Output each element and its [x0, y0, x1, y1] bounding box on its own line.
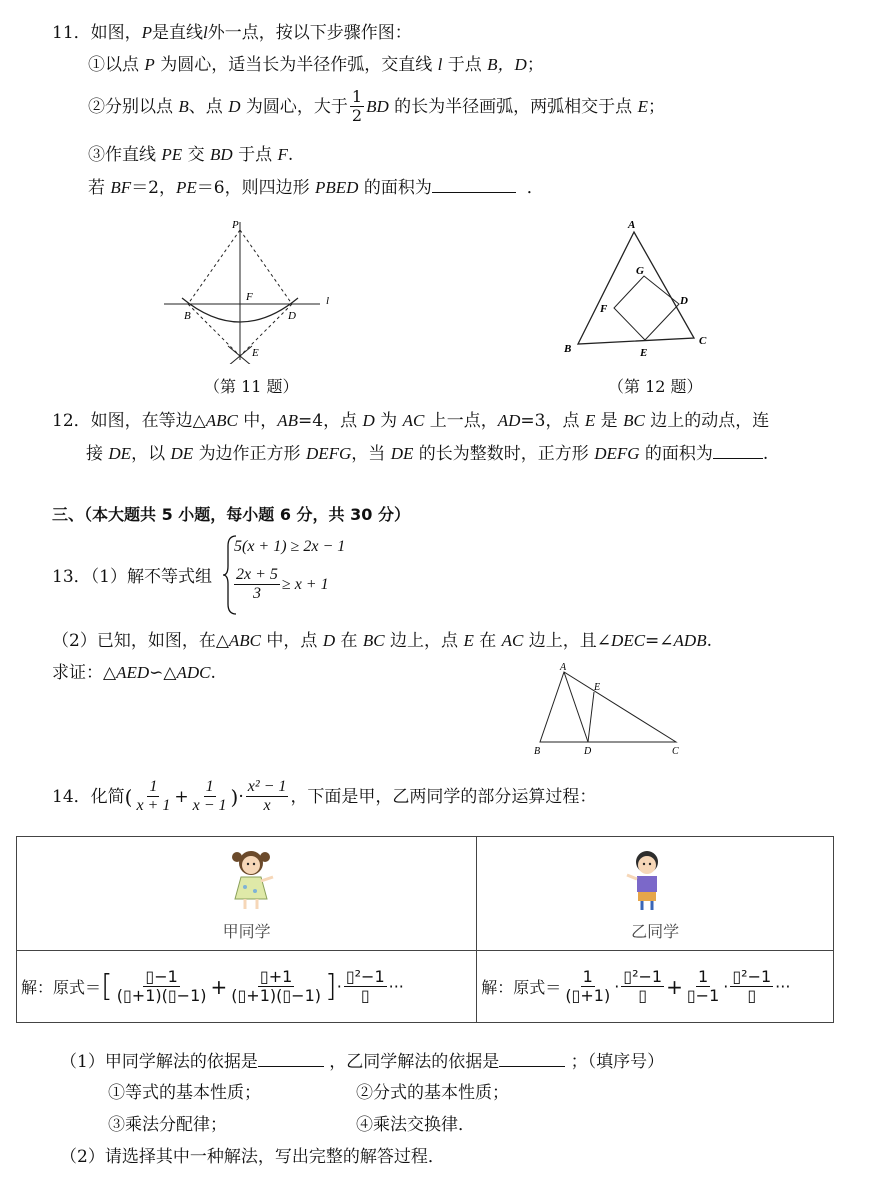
- q11-text: 若: [88, 178, 105, 198]
- q11-text: ；: [526, 55, 544, 75]
- q12-text: 中，: [243, 411, 278, 431]
- q14-sub2: （2）请选择其中一种解法，写出完整的解答过程．: [60, 1147, 445, 1167]
- yi-basis-blank[interactable]: [499, 1050, 565, 1067]
- q13-var: AED: [116, 663, 150, 682]
- fraction-denominator: ▯: [638, 986, 648, 1005]
- jia-fraction-2: [229, 968, 323, 1005]
- q12-caption: （第 12 题）: [608, 377, 703, 396]
- segment-de: [240, 304, 292, 356]
- plus-sign: +: [210, 974, 228, 999]
- q11-text: 如图，: [90, 23, 142, 43]
- times-dot: ·: [614, 977, 620, 996]
- q11-var: BD: [366, 96, 389, 116]
- q12-text: 上一点，: [429, 411, 498, 431]
- label-d: D: [680, 295, 688, 307]
- q11-half-fraction: [350, 88, 364, 125]
- q14-fraction-3: [246, 778, 289, 815]
- q11-var: P: [144, 55, 155, 74]
- q13-number: 13．: [52, 567, 91, 587]
- ellipsis: ···: [775, 977, 791, 996]
- label-e: E: [594, 682, 601, 693]
- q13-text: .: [210, 663, 216, 683]
- segment-ad: [564, 672, 588, 742]
- bracket-close: ]: [325, 969, 337, 1004]
- q13-figure: [526, 660, 686, 760]
- fraction-denominator: ▯: [747, 986, 757, 1005]
- fraction-denominator: (▯+1)(▯−1): [116, 986, 207, 1005]
- fraction-denominator: ▯−1: [686, 986, 720, 1005]
- q11-var: l: [437, 55, 443, 74]
- q14-text: ，下面是甲，乙两同学的部分运算过程：: [290, 786, 597, 807]
- q12-var: ABC: [205, 411, 238, 430]
- q14-text: ，乙同学解法的依据是: [329, 1052, 500, 1072]
- paren-open: (: [124, 784, 133, 809]
- q11-var: l: [203, 23, 208, 42]
- label-d: D: [288, 310, 296, 322]
- fraction-numerator: ▯²−1: [345, 967, 385, 986]
- q14-text: 化简: [90, 786, 125, 807]
- q11-text: ＝2，: [131, 178, 177, 198]
- jia-header-cell: [17, 837, 477, 951]
- q12-text: =4，点: [298, 411, 358, 431]
- fraction-denominator: ▯: [360, 986, 370, 1005]
- label-f: F: [246, 291, 253, 303]
- q11-var: D: [228, 96, 241, 116]
- q12-var: BC: [623, 411, 645, 430]
- q13-part1: [52, 566, 212, 588]
- q11-text: ①以点: [88, 55, 139, 75]
- label-d: D: [584, 746, 592, 757]
- q12-line1: [52, 410, 769, 432]
- q11-text: .: [287, 145, 294, 165]
- q12-text: 的长为整数时，正方形: [418, 444, 589, 464]
- girl-avatar: [229, 847, 275, 913]
- q13-text: 中，点: [266, 631, 318, 651]
- fraction-numerator: 1: [149, 778, 158, 795]
- q12-text: 为边作正方形: [198, 444, 301, 464]
- q11-text: 是直线: [152, 23, 204, 43]
- q11-text: 为圆心，大于: [245, 96, 348, 117]
- fraction-numerator: ▯−1: [145, 967, 178, 986]
- q12-var: AB: [277, 411, 299, 430]
- q12-text: 是: [600, 411, 618, 431]
- q12-var: DE: [170, 444, 194, 463]
- label-e: E: [640, 347, 648, 359]
- jia-fraction-1: [115, 968, 209, 1005]
- q13-text: （2）已知，如图，在△: [52, 631, 229, 651]
- segment-be: [188, 304, 240, 356]
- q14-fraction-1: [134, 778, 172, 815]
- q12-text: ，以: [131, 444, 166, 464]
- q11-step2: [88, 88, 665, 125]
- q14-text: （1）甲同学解法的依据是: [60, 1052, 258, 1072]
- yi-caption: 乙同学: [631, 922, 680, 941]
- fraction-numerator: ▯²−1: [623, 967, 663, 986]
- q12-text: 为: [380, 411, 398, 431]
- yi-fraction-3: [685, 968, 721, 1005]
- inequality-2: [232, 566, 329, 603]
- q13-text: ∽△: [149, 663, 177, 683]
- fraction-denominator: x: [263, 797, 271, 814]
- ineq2-fraction: [234, 566, 280, 603]
- q11-text: 外一点，按以下步骤作图：: [207, 23, 412, 43]
- q11-var: PE: [176, 178, 197, 197]
- label-p: P: [232, 219, 239, 231]
- jia-caption: 甲同学: [222, 922, 271, 941]
- label-e: E: [252, 347, 259, 359]
- q13-var: ABC: [228, 631, 261, 650]
- inequality-1: 5(x + 1) ≥ 2x − 1: [234, 538, 346, 555]
- q11-var: P: [141, 23, 153, 42]
- q11-text: 于点: [447, 55, 482, 75]
- fraction-numerator: ▯+1: [259, 967, 293, 986]
- option-2: ②分式的基本性质；: [356, 1083, 509, 1103]
- q11-caption: （第 11 题）: [204, 377, 299, 396]
- q12-text: =3，点: [520, 411, 580, 431]
- q11-condition: [88, 176, 544, 199]
- q11-text: 、点: [188, 96, 223, 117]
- times-dot: ·: [723, 977, 729, 996]
- q11-text: 交: [187, 145, 205, 165]
- q14-text: ；（填序号）: [570, 1052, 665, 1072]
- q11-number: 11．: [52, 23, 91, 43]
- q13-text: 求证：△: [52, 663, 117, 683]
- yi-solution: [477, 968, 833, 1005]
- fraction-numerator: 1: [351, 87, 363, 106]
- q13-var: DEC: [611, 631, 646, 650]
- fraction-numerator: 1: [697, 967, 709, 986]
- q13-var: E: [463, 631, 474, 650]
- q11-line1: [52, 22, 412, 44]
- yi-header-cell: [477, 837, 834, 951]
- q14-fraction-2: [191, 778, 229, 815]
- fraction-numerator: ▯²−1: [732, 967, 772, 986]
- q13-var: ADC: [176, 663, 211, 682]
- jia-basis-blank[interactable]: [258, 1050, 324, 1067]
- fraction-numerator: 1: [205, 778, 214, 795]
- q13-text: .: [706, 631, 712, 651]
- q12-var: AC: [402, 411, 425, 430]
- q11-text: ②分别以点: [88, 96, 173, 117]
- q13-prove: [52, 662, 216, 684]
- yi-fraction-1: [563, 968, 612, 1005]
- plus-sign: +: [174, 786, 189, 807]
- solutions-table: [16, 836, 834, 1023]
- fraction-denominator: (▯+1): [565, 986, 611, 1005]
- yi-fraction-4: [730, 968, 773, 1005]
- q12-text: .: [762, 444, 769, 464]
- solution-prefix: 解：原式＝: [21, 978, 102, 997]
- solution-prefix: 解：原式＝: [481, 978, 562, 997]
- label-b: B: [534, 746, 541, 757]
- q12-text: 边上的动点，连: [650, 411, 770, 431]
- q13-text: 边上，且∠: [528, 631, 612, 651]
- q11-var: F: [277, 145, 288, 164]
- segment-pb: [188, 230, 240, 304]
- label-g: G: [636, 265, 644, 277]
- q11-var: E: [637, 96, 648, 116]
- q12-answer-blank[interactable]: [713, 442, 763, 459]
- triangle-abc: [578, 232, 694, 344]
- fraction-numerator: 1: [582, 967, 593, 986]
- q12-var: DEFG: [305, 444, 352, 463]
- q11-var: B，D: [487, 55, 527, 74]
- q11-var: BF: [110, 178, 132, 197]
- label-c: C: [699, 335, 707, 347]
- q12-var: DE: [390, 444, 414, 463]
- q11-answer-blank[interactable]: [432, 176, 516, 193]
- q14-prompt: [52, 778, 596, 815]
- q11-var: B: [178, 96, 189, 116]
- q11-figure: [158, 214, 338, 364]
- q11-text: ③作直线: [88, 145, 156, 165]
- q11-var: PBED: [315, 178, 359, 197]
- plus-sign: +: [666, 974, 683, 999]
- q12-figure: [556, 216, 722, 366]
- fraction-denominator: x − 1: [192, 797, 227, 814]
- q11-var: BD: [210, 145, 233, 164]
- yi-fraction-2: [621, 968, 664, 1005]
- ineq2-rhs: ≥ x + 1: [281, 575, 329, 593]
- q14-sub1: [60, 1050, 664, 1073]
- q11-text: ；: [647, 96, 665, 117]
- fraction-denominator: x + 1: [136, 797, 171, 814]
- label-a: A: [628, 219, 636, 231]
- q13-var: ADB: [673, 631, 707, 650]
- q12-text: 如图，在等边△: [90, 411, 206, 431]
- fraction-denominator: 2: [351, 106, 363, 125]
- q13-text: 在: [340, 631, 358, 651]
- square-defg: [614, 276, 679, 340]
- q12-text: 的面积为: [644, 444, 713, 464]
- label-b: B: [184, 310, 191, 322]
- q13-text: （1）解不等式组: [90, 567, 212, 587]
- fraction-numerator: 2x + 5: [236, 566, 278, 583]
- q13-text: 边上，点: [390, 631, 459, 651]
- q12-var: DE: [108, 444, 132, 463]
- fraction-denominator: 3: [252, 585, 261, 602]
- q11-text: 于点: [238, 145, 273, 165]
- q13-var: D: [322, 631, 336, 650]
- q12-number: 12．: [52, 411, 91, 431]
- q12-var: AD: [497, 411, 521, 430]
- jia-solution-cell: [17, 951, 477, 1023]
- q11-text: 的长为半径画弧，两弧相交于点: [394, 96, 633, 117]
- q11-text: 的面积为: [363, 178, 432, 198]
- bracket-open: [: [101, 969, 113, 1004]
- times-dot: ·: [336, 977, 342, 996]
- triangle-abc: [540, 672, 676, 742]
- label-l: l: [326, 295, 330, 307]
- label-f: F: [600, 303, 608, 315]
- jia-fraction-3: [344, 968, 387, 1005]
- q11-text: 为圆心，适当长为半径作弧，交直线: [160, 55, 433, 75]
- times-dot: ·: [238, 786, 244, 807]
- q14-number: 14．: [52, 786, 91, 807]
- label-a: A: [560, 662, 567, 673]
- jia-solution: [17, 968, 476, 1005]
- q13-text: =∠: [645, 631, 674, 651]
- q13-part2: [52, 630, 712, 652]
- option-1: ①等式的基本性质；: [108, 1083, 261, 1103]
- q11-text: ．: [526, 178, 544, 198]
- q13-text: 在: [479, 631, 497, 651]
- q11-var: PE: [161, 145, 183, 164]
- q12-var: E: [584, 411, 596, 430]
- option-3: ③乘法分配律；: [108, 1115, 227, 1135]
- boy-avatar: [625, 847, 671, 913]
- label-b: B: [564, 343, 572, 355]
- option-4: ④乘法交换律．: [356, 1115, 475, 1135]
- q13-var: BC: [362, 631, 385, 650]
- q11-text: ＝6，则四边形: [196, 178, 310, 198]
- q12-var: DEFG: [594, 444, 640, 463]
- q11-step3: [88, 144, 293, 166]
- q12-line2: [86, 442, 768, 465]
- q12-text: 接: [86, 444, 103, 464]
- paren-close: ): [230, 784, 239, 809]
- yi-solution-cell: [477, 951, 834, 1023]
- q11-step1: [88, 54, 544, 76]
- q12-text: ，当: [351, 444, 386, 464]
- q13-var: AC: [501, 631, 524, 650]
- section-title: 三、（本大题共 5 小题，每小题 6 分，共 30 分）: [52, 505, 410, 524]
- fraction-denominator: (▯+1)(▯−1): [231, 986, 321, 1005]
- ellipsis: ···: [388, 977, 404, 996]
- q12-var: D: [362, 411, 375, 430]
- label-c: C: [672, 746, 679, 757]
- fraction-numerator: x² − 1: [247, 778, 287, 795]
- segment-de: [588, 692, 594, 742]
